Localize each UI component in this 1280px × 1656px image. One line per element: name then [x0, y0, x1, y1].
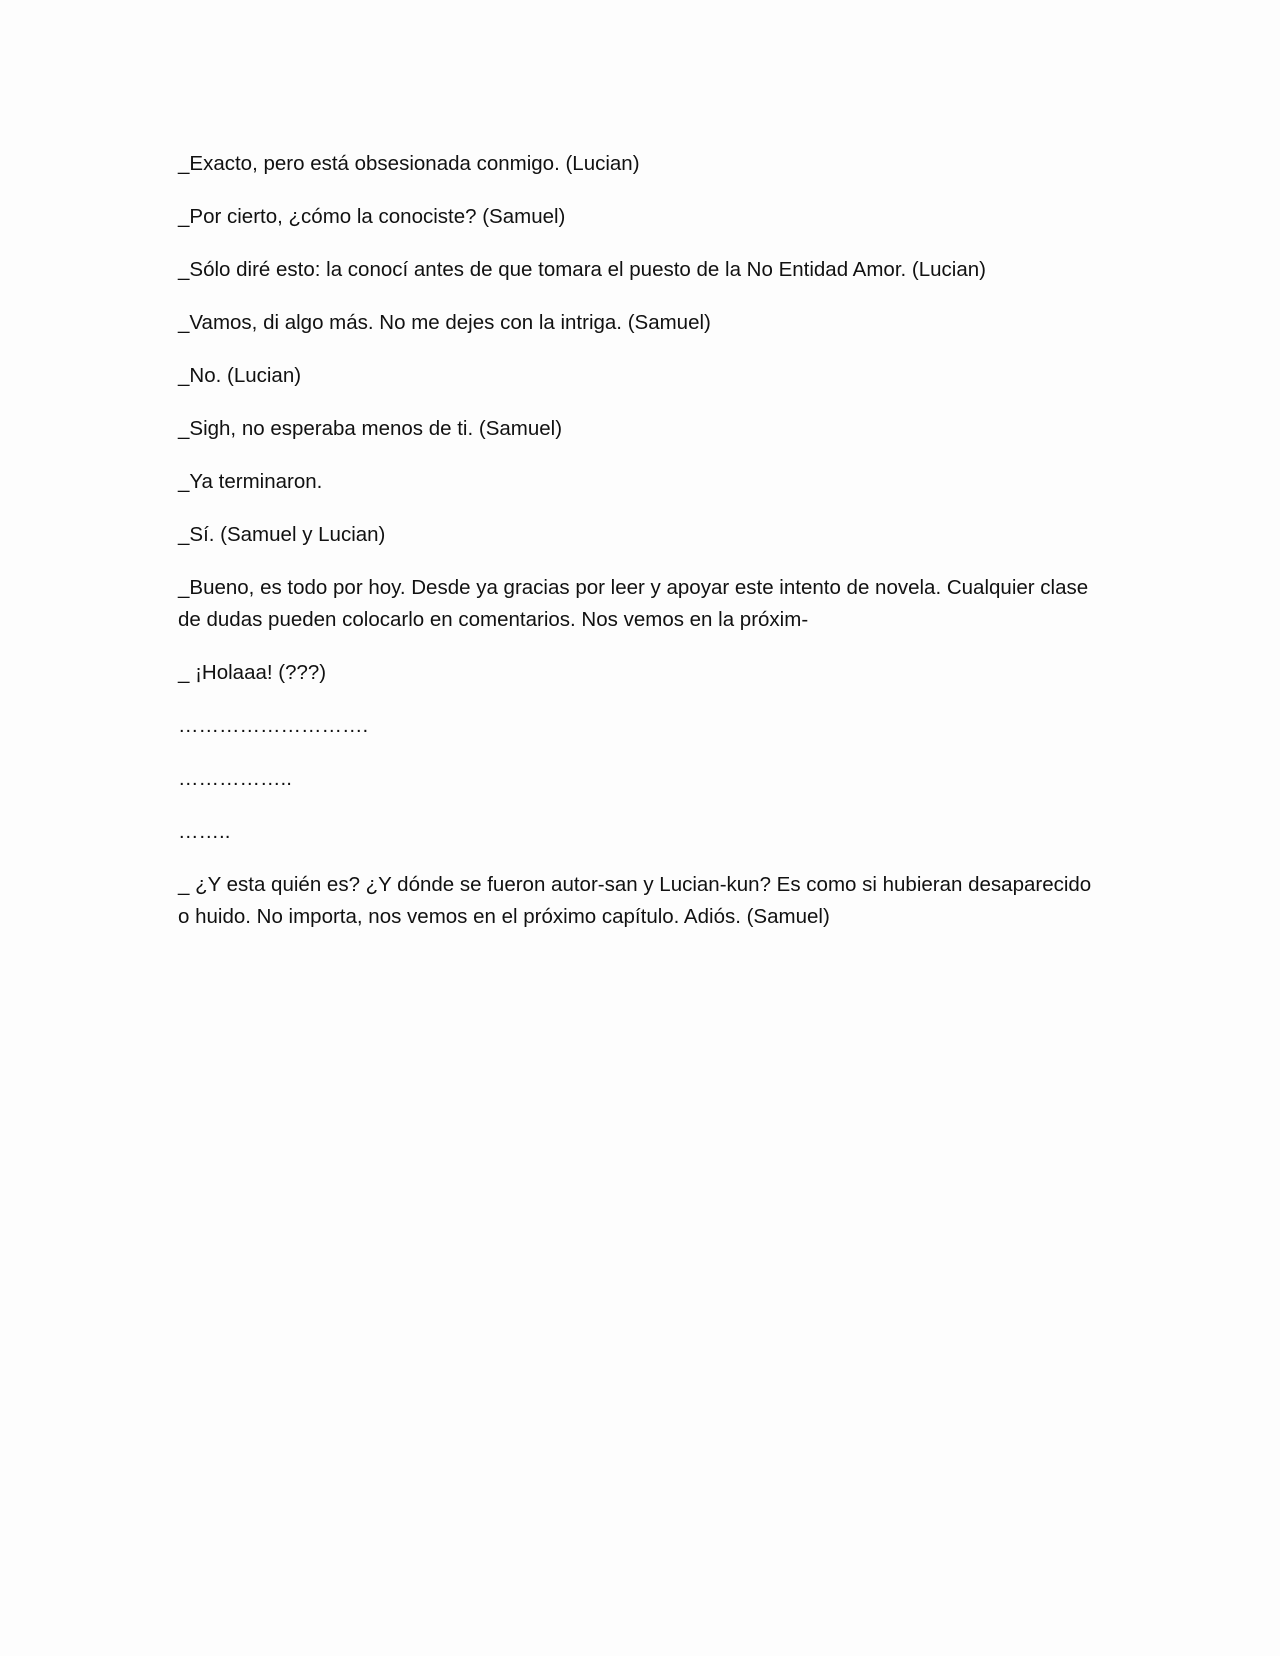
ellipsis-line: ……..: [178, 820, 231, 843]
ellipsis-line: ……………..: [178, 767, 292, 790]
dialogue-line: _Sí. (Samuel y Lucian): [178, 523, 386, 546]
dialogue-line: _Exacto, pero está obsesionada conmigo. (Lucian): [178, 152, 640, 175]
dialogue-line: _Vamos, di algo más. No me dejes con la intriga. (Samuel): [178, 311, 711, 334]
dialogue-line: _Sigh, no esperaba menos de ti. (Samuel): [178, 417, 563, 440]
dialogue-line: _ ¡Holaaa! (???): [178, 661, 327, 684]
dialogue-line: _No. (Lucian): [178, 364, 302, 387]
dialogue-line: _Por cierto, ¿cómo la conociste? (Samuel): [178, 205, 566, 228]
ellipsis-line: ……………………….: [178, 714, 369, 737]
dialogue-line: _Ya terminaron.: [178, 470, 323, 493]
document-body: [178, 148, 1108, 954]
dialogue-line: _ ¿Y esta quién es? ¿Y dónde se fueron autor-san y Lucian-kun? Es como si hubieran desaparecido o huido. No importa, nos vemos en el próximo capítulo. Adiós. (Samuel): [178, 873, 1092, 928]
dialogue-line: _Bueno, es todo por hoy. Desde ya gracias por leer y apoyar este intento de novela. Cualquier clase de dudas pueden colocarlo en comentarios. Nos vemos en la próxim-: [178, 576, 1089, 631]
dialogue-line: _Sólo diré esto: la conocí antes de que tomara el puesto de la No Entidad Amor. (Lucian): [178, 258, 986, 281]
